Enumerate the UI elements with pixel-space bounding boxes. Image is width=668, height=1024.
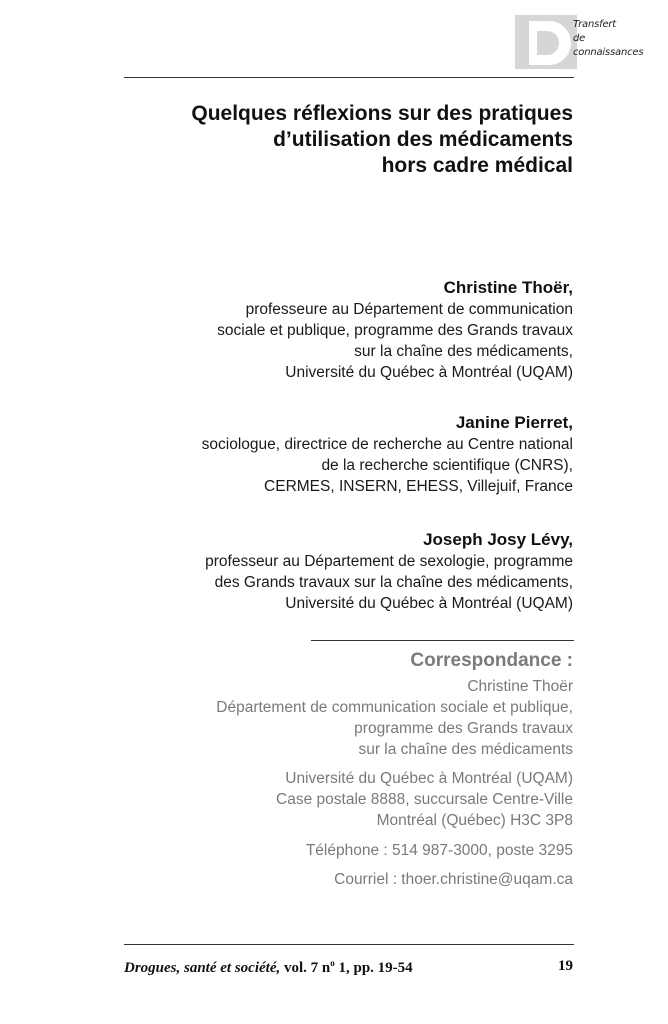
logo-d-icon: [515, 15, 577, 69]
author-affiliation-line: CERMES, INSERN, EHESS, Villejuif, France: [264, 478, 573, 495]
correspondance-heading: Correspondance :: [410, 650, 573, 671]
author-affiliation-line: Université du Québec à Montréal (UQAM): [285, 364, 573, 381]
author-affiliation-line: professeure au Département de communication: [245, 301, 573, 318]
author-affiliation-line: sociologue, directrice de recherche au Centre national: [201, 436, 573, 453]
title-line: hors cadre médical: [381, 154, 573, 177]
journal-name: Drogues, santé et société,: [124, 960, 281, 976]
author-affiliation-line: de la recherche scientifique (CNRS),: [321, 457, 573, 474]
author-block: [73, 277, 573, 383]
page-footer: [124, 958, 573, 977]
author-block: [73, 529, 573, 614]
author-name: Joseph Josy Lévy,: [423, 530, 573, 549]
journal-logo: [515, 15, 653, 69]
author-block: [73, 412, 573, 497]
correspondance-email: Courriel : thoer.christine@uqam.ca: [334, 871, 573, 888]
correspondance-line: Université du Québec à Montréal (UQAM): [285, 770, 573, 787]
correspondance-line: Christine Thoër: [467, 678, 573, 695]
author-affiliation-line: professeur au Département de sexologie, programme: [205, 553, 573, 570]
journal-pages: 1, pp. 19-54: [334, 960, 413, 976]
top-rule: [124, 77, 574, 78]
logo-text: [573, 18, 643, 60]
logo-line: de: [573, 33, 586, 44]
correspondance-line: programme des Grands travaux: [354, 720, 573, 737]
journal-volume: vol. 7 n: [283, 960, 331, 976]
logo-line: Transfert: [573, 19, 617, 30]
correspondance-line: sur la chaîne des médicaments: [358, 741, 573, 758]
title-line: d’utilisation des médicaments: [273, 128, 573, 151]
correspondance-phone: Téléphone : 514 987-3000, poste 3295: [305, 842, 573, 859]
correspondance-block: [73, 648, 573, 890]
article-title: [113, 101, 573, 179]
correspondance-line: Case postale 8888, succursale Centre-Ville: [276, 791, 573, 808]
footer-rule: [124, 944, 574, 945]
page-number: 19: [558, 958, 573, 974]
author-affiliation-line: Université du Québec à Montréal (UQAM): [285, 595, 573, 612]
author-affiliation-line: sur la chaîne des médicaments,: [354, 343, 573, 360]
title-line: Quelques réflexions sur des pratiques: [191, 102, 573, 125]
correspondance-line: Département de communication sociale et publique,: [216, 699, 573, 716]
author-name: Christine Thoër,: [443, 278, 573, 297]
author-name: Janine Pierret,: [455, 413, 573, 432]
correspondance-line: Montréal (Québec) H3C 3P8: [376, 812, 573, 829]
logo-line: connaissances: [573, 47, 644, 58]
author-affiliation-line: sociale et publique, programme des Grands travaux: [217, 322, 573, 339]
logo-d-mark: [515, 15, 577, 69]
correspondance-rule: [311, 640, 574, 641]
journal-number-sup: o: [330, 958, 335, 968]
author-affiliation-line: des Grands travaux sur la chaîne des médicaments,: [214, 574, 573, 591]
